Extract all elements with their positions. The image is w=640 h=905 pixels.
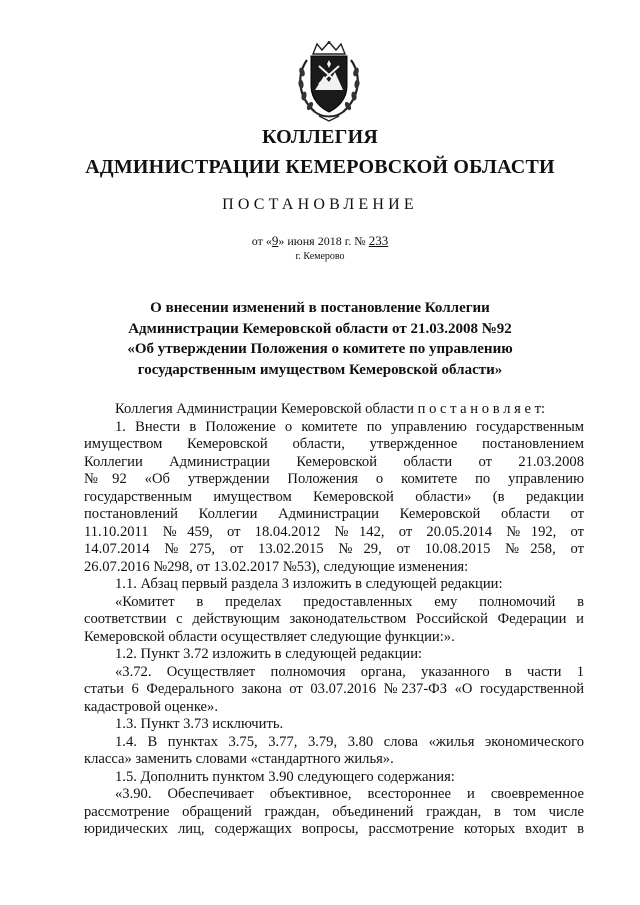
document-number: 233 [368, 233, 389, 248]
body-line: кадастровой оценке». [84, 698, 218, 715]
body-line: 26.07.2016 №298, от 13.02.2017 №53), следующие изменения: [84, 558, 469, 575]
date-prefix: от « [251, 234, 272, 248]
body-line: Коллегия Администрации Кемеровской области п о с т а н о в л я е т: [115, 401, 546, 417]
body-line: №92 «Об утверждении Положения о комитете по управлению [84, 471, 584, 487]
body-line: «3.90. Обеспечивает объективное, всестороннее и своевременное [115, 786, 584, 802]
body-line: Кемеровской области осуществляет следующие функции:». [84, 628, 455, 645]
body-line: «Комитет в пределах предоставленных ему полномочий в [115, 593, 584, 610]
date-day: 9 [271, 233, 279, 248]
body-line: Коллегии Администрации Кемеровской области от 21.03.2008 [84, 453, 584, 470]
title-line: Администрации Кемеровской области от 21.03.2008 №92 [128, 320, 512, 337]
body-line: юридических лиц, содержащих вопросы, рассмотрение которых входит в [84, 821, 584, 837]
body-line: 1. Внести в Положение о комитете по управлению государственным [115, 418, 584, 435]
title-line: государственным имуществом Кемеровской области» [137, 361, 503, 378]
body-line: 1.3. Пункт 3.73 исключить. [115, 716, 284, 732]
body-line: постановлений Коллегии Администрации Кемеровской области от [84, 506, 584, 522]
body-line: имуществом Кемеровской области, утвержденное постановлением [84, 436, 584, 452]
body-line: статьи 6 Федерального закона от 03.07.2016 №237-ФЗ «О государственной [84, 681, 584, 697]
body-line: 1.5. Дополнить пунктом 3.90 следующего содержания: [115, 768, 455, 785]
date-line [0, 233, 640, 249]
body-line: соответствии с действующим законодательством Российской Федерации и [84, 611, 584, 627]
body-line: «3.72. Осуществляет полномочия органа, указанного в части 1 [115, 663, 584, 680]
coat-of-arms-emblem [293, 40, 365, 122]
body-line: 1.4. В пунктах 3.75, 3.77, 3.79, 3.80 слова «жилья экономического [115, 733, 584, 750]
body-line: 1.1. Абзац первый раздела 3 изложить в следующей редакции: [115, 576, 503, 592]
document-title [0, 298, 640, 380]
title-line: О внесении изменений в постановление Коллегии [150, 300, 490, 316]
body-line: 11.10.2011 №459, от 18.04.2012 №142, от 20.05.2014 №192, от [84, 523, 584, 540]
org-name-line1: КОЛЛЕГИЯ [261, 126, 379, 148]
body-line: рассмотрение обращений граждан, объединений граждан, в том числе [84, 803, 584, 820]
org-name-line2: АДМИНИСТРАЦИИ КЕМЕРОВСКОЙ ОБЛАСТИ [85, 156, 555, 178]
body-line: класса» заменить словами «стандартного жилья». [84, 751, 394, 767]
body-line: государственным имуществом Кемеровской области» (в редакции [84, 488, 584, 505]
city: г. Кемерово [295, 251, 345, 262]
date-mid: » июня 2018 г. № [278, 234, 366, 248]
document-body [84, 401, 584, 839]
title-line: «Об утверждении Положения о комитете по управлению [127, 341, 513, 357]
body-line: 1.2. Пункт 3.72 изложить в следующей редакции: [115, 646, 423, 662]
body-line: 14.07.2014 №275, от 13.02.2015 №29, от 10.08.2015 №258, от [84, 541, 584, 557]
document-type: ПОСТАНОВЛЕНИЕ [222, 196, 418, 213]
